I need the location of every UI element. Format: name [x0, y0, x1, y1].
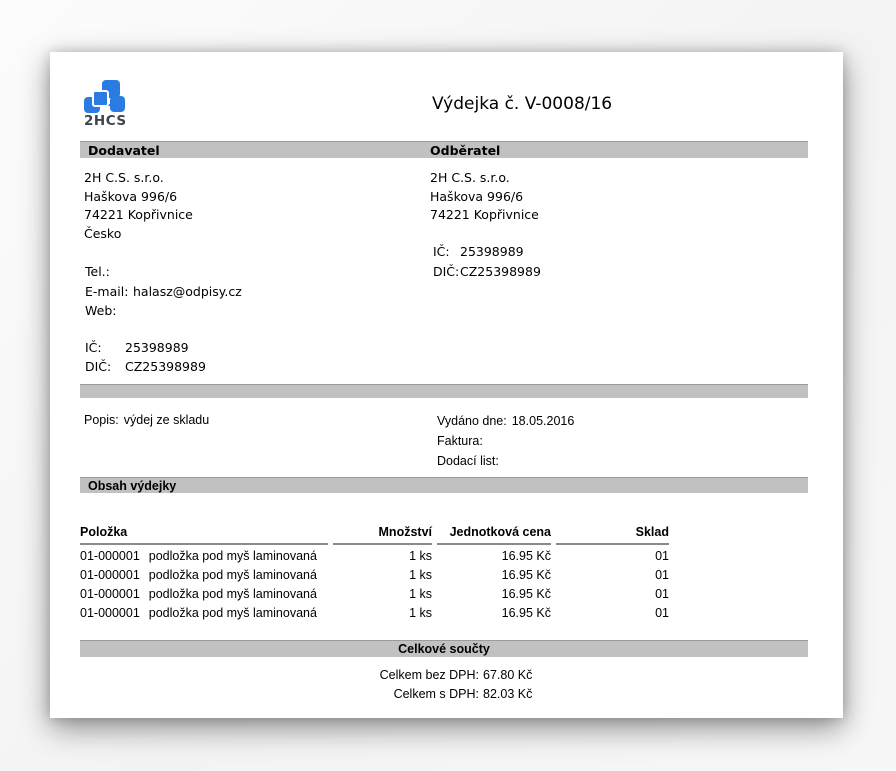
total-incl-vat-value: 82.03 Kč [483, 687, 533, 701]
logo-square-bottom-right [110, 96, 125, 112]
supplier-tel-value [133, 262, 242, 282]
company-logo-icon [84, 78, 128, 114]
supplier-tel-label: Tel.: [85, 264, 110, 279]
supplier-web-label: Web: [85, 303, 117, 318]
customer-city: 74221 Kopřivnice [430, 207, 539, 222]
total-excl-vat-label: Celkem bez DPH: [379, 668, 479, 682]
supplier-registration-ids [85, 338, 206, 376]
issue-info [437, 411, 574, 471]
description-value: výdej ze skladu [123, 413, 210, 427]
parties-section-bar [80, 141, 808, 158]
customer-ic-label: IČ: [433, 244, 450, 259]
issued-date-label: Vydáno dne: [437, 414, 507, 428]
supplier-dic-value: CZ25398989 [125, 359, 206, 374]
table-row-item [80, 564, 328, 583]
customer-dic-label: DIČ: [433, 263, 460, 279]
divider-bar [80, 384, 808, 398]
supplier-contact [85, 262, 242, 321]
item-warehouse: 01 [655, 606, 669, 620]
table-row-item [80, 545, 328, 564]
column-header-item: Položka [80, 525, 328, 545]
item-warehouse: 01 [655, 568, 669, 582]
total-excl-vat-value: 67.80 Kč [483, 668, 533, 682]
supplier-name: 2H C.S. s.r.o. [84, 170, 164, 185]
item-code: 01-000001 [80, 549, 140, 563]
item-quantity: 1 ks [409, 587, 432, 601]
logo-square-center [92, 90, 109, 107]
totals-section-header: Celkové součty [398, 642, 490, 656]
description-line [84, 411, 209, 430]
item-quantity: 1 ks [409, 549, 432, 563]
column-header-unit-price: Jednotková cena [437, 525, 551, 545]
description-label: Popis: [84, 413, 119, 427]
item-name: podložka pod myš laminovaná [148, 606, 317, 620]
customer-street: Haškova 996/6 [430, 188, 524, 204]
document-title: Výdejka č. V-0008/16 [432, 94, 613, 114]
customer-ic-value: 25398989 [460, 244, 524, 259]
item-name: podložka pod myš laminovaná [148, 549, 317, 563]
items-table [80, 525, 669, 621]
issued-date-value: 18.05.2016 [511, 414, 575, 428]
item-quantity: 1 ks [409, 568, 432, 582]
supplier-country: Česko [84, 225, 122, 241]
supplier-street: Haškova 996/6 [84, 188, 178, 204]
logo-text: 2HCS [84, 113, 127, 129]
item-quantity: 1 ks [409, 606, 432, 620]
supplier-dic-label: DIČ: [85, 359, 112, 374]
item-name: podložka pod myš laminovaná [148, 568, 317, 582]
supplier-email-label: E-mail: [85, 283, 129, 299]
table-row-item [80, 583, 328, 602]
items-section-bar [80, 477, 808, 493]
supplier-address [84, 169, 193, 243]
document-page [50, 52, 843, 718]
item-warehouse: 01 [655, 587, 669, 601]
item-unit-price: 16.95 Kč [501, 568, 551, 582]
supplier-city: 74221 Kopřivnice [84, 207, 193, 222]
column-header-quantity: Množství [333, 525, 432, 545]
item-code: 01-000001 [80, 568, 140, 582]
supplier-email-value: halasz@odpisy.cz [133, 283, 242, 299]
item-code: 01-000001 [80, 587, 140, 601]
customer-dic-value: CZ25398989 [460, 263, 541, 279]
customer-name: 2H C.S. s.r.o. [430, 170, 510, 185]
customer-section-header: Odběratel [430, 142, 501, 158]
supplier-ic-value: 25398989 [125, 340, 189, 355]
table-row-item [80, 602, 328, 621]
item-unit-price: 16.95 Kč [501, 606, 551, 620]
total-incl-vat-label: Celkem s DPH: [393, 687, 479, 701]
items-section-header: Obsah výdejky [88, 478, 177, 493]
supplier-web-value [133, 301, 242, 321]
customer-address [430, 169, 539, 225]
item-warehouse: 01 [655, 549, 669, 563]
item-name: podložka pod myš laminovaná [148, 587, 317, 601]
column-header-warehouse: Sklad [556, 525, 669, 545]
invoice-label: Faktura: [437, 434, 483, 448]
totals-section-bar [80, 640, 808, 657]
supplier-section-header: Dodavatel [88, 142, 160, 158]
item-unit-price: 16.95 Kč [501, 549, 551, 563]
item-unit-price: 16.95 Kč [501, 587, 551, 601]
delivery-note-label: Dodací list: [437, 454, 499, 468]
item-code: 01-000001 [80, 606, 140, 620]
supplier-ic-label: IČ: [85, 340, 102, 355]
customer-registration-ids [433, 242, 541, 281]
totals-summary [279, 666, 532, 704]
